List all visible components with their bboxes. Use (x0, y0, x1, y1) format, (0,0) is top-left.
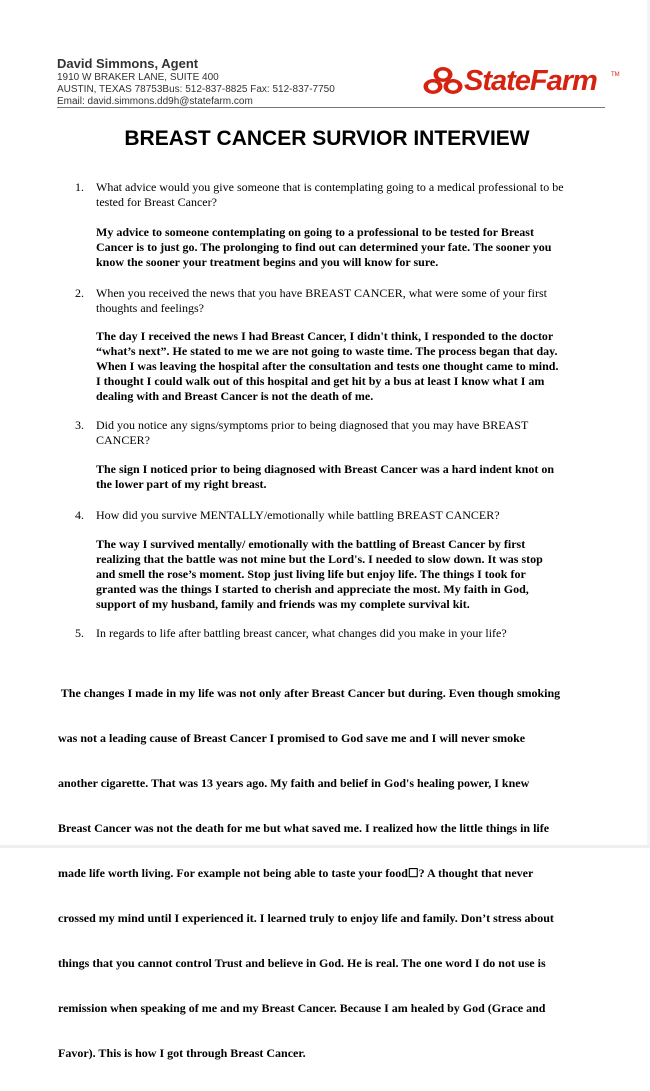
agent-address-line-1: 1910 W BRAKER LANE, SUITE 400 (57, 72, 219, 83)
question-5-number: 5. (75, 626, 84, 640)
answer-line: granted was the things I started to cherish and appreciate the most. My faith in God, (96, 582, 529, 596)
logo-wordmark: StateFarm (464, 65, 597, 97)
answer-3 (96, 462, 606, 492)
state-farm-logo (423, 64, 623, 98)
answer-2 (96, 329, 606, 404)
answer-line: dealing with and Breast Cancer is not the death of me. (96, 389, 374, 403)
answer-line: When I was leaving the hospital after the consultation and tests one thought came to mind. (96, 359, 559, 373)
answer-line: remission when speaking of me and my Breast Cancer. Because I am healed by God (Grace and (58, 1001, 546, 1015)
answer-line: crossed my mind until I experienced it. I learned truly to enjoy life and family. Don’t stress about (58, 911, 554, 925)
answer-line: made life worth living. For example not being able to taste your food☐? A thought that never (58, 866, 534, 880)
question-2-text (96, 286, 606, 316)
logo-trademark: TM (611, 72, 620, 78)
question-line: In regards to life after battling breast cancer, what changes did you make in your life? (96, 626, 507, 640)
agent-email: Email: david.simmons.dd9h@statefarm.com (57, 96, 253, 107)
question-1-number: 1. (75, 180, 84, 194)
question-3-number: 3. (75, 418, 84, 432)
answer-line: My advice to someone contemplating on going to a professional to be tested for Breast (96, 225, 534, 239)
answer-line: The day I received the news I had Breast Cancer, I didn't think, I responded to the doctor (96, 329, 554, 343)
answer-line: the lower part of my right breast. (96, 477, 267, 491)
answer-line: was not a leading cause of Breast Cancer I promised to God save me and I will never smoke (58, 731, 526, 745)
question-line: Did you notice any signs/symptoms prior to being diagnosed that you may have BREAST (96, 418, 529, 432)
answer-line: support of my husband, family and friends was my complete survival kit. (96, 597, 470, 611)
answer-line: realizing that the battle was not mine but the Lord's. I needed to slow down. It was stop (96, 552, 543, 566)
answer-4 (96, 537, 606, 612)
answer-line: another cigarette. That was 13 years ago. My faith and belief in God's healing power, I knew (58, 776, 530, 790)
question-4-text (96, 508, 606, 523)
question-line: tested for Breast Cancer? (96, 195, 217, 209)
question-line: CANCER? (96, 433, 150, 447)
answer-line: Favor). This is how I got through Breast Cancer. (58, 1046, 306, 1060)
header-divider (57, 107, 605, 108)
question-1-text (96, 180, 606, 210)
agent-name: David Simmons, Agent (57, 56, 199, 71)
answer-line: The way I survived mentally/ emotionally with the battling of Breast Cancer by first (96, 537, 526, 551)
question-2-number: 2. (75, 286, 84, 300)
answer-line: I thought I could walk out of this hospital and get hit by a bus at least I know what I am (96, 374, 545, 388)
question-5-text (96, 626, 606, 641)
answer-5 (58, 656, 606, 1091)
answer-line: things that you cannot control Trust and believe in God. He is real. The one word I do not use is (58, 956, 546, 970)
question-line: How did you survive MENTALLY/emotionally while battling BREAST CANCER? (96, 508, 500, 522)
answer-line: and smell the rose’s moment. Stop just living life but enjoy life. The things I took for (96, 567, 526, 581)
question-line: When you received the news that you have BREAST CANCER, what were some of your first (96, 286, 548, 300)
state-farm-three-ovals-icon (423, 66, 463, 96)
question-4-number: 4. (75, 508, 84, 522)
answer-line: know the sooner your treatment begins and you will know for sure. (96, 255, 439, 269)
answer-line: Breast Cancer was not the death for me but what saved me. I realized how the little things in life (58, 821, 550, 835)
agent-contact-block (57, 56, 397, 108)
question-3-text (96, 418, 606, 448)
answer-line: The sign I noticed prior to being diagnosed with Breast Cancer was a hard indent knot on (96, 462, 555, 476)
answer-line: “what’s next”. He stated to me we are not going to waste time. The process began that day. (96, 344, 558, 358)
document-title: BREAST CANCER SURVIOR INTERVIEW (124, 127, 530, 150)
answer-line: Cancer is to just go. The prolonging to find out can determined your fate. The sooner you (96, 240, 552, 254)
answer-line: The changes I made in my life was not only after Breast Cancer but during. Even though smoking (58, 686, 561, 700)
question-line: What advice would you give someone that is contemplating going to a medical professional to be (96, 180, 564, 194)
question-line: thoughts and feelings? (96, 301, 204, 315)
answer-1 (96, 225, 606, 270)
agent-address-line-2: AUSTIN, TEXAS 78753Bus: 512-837-8825 Fax: 512-837-7750 (57, 84, 335, 95)
